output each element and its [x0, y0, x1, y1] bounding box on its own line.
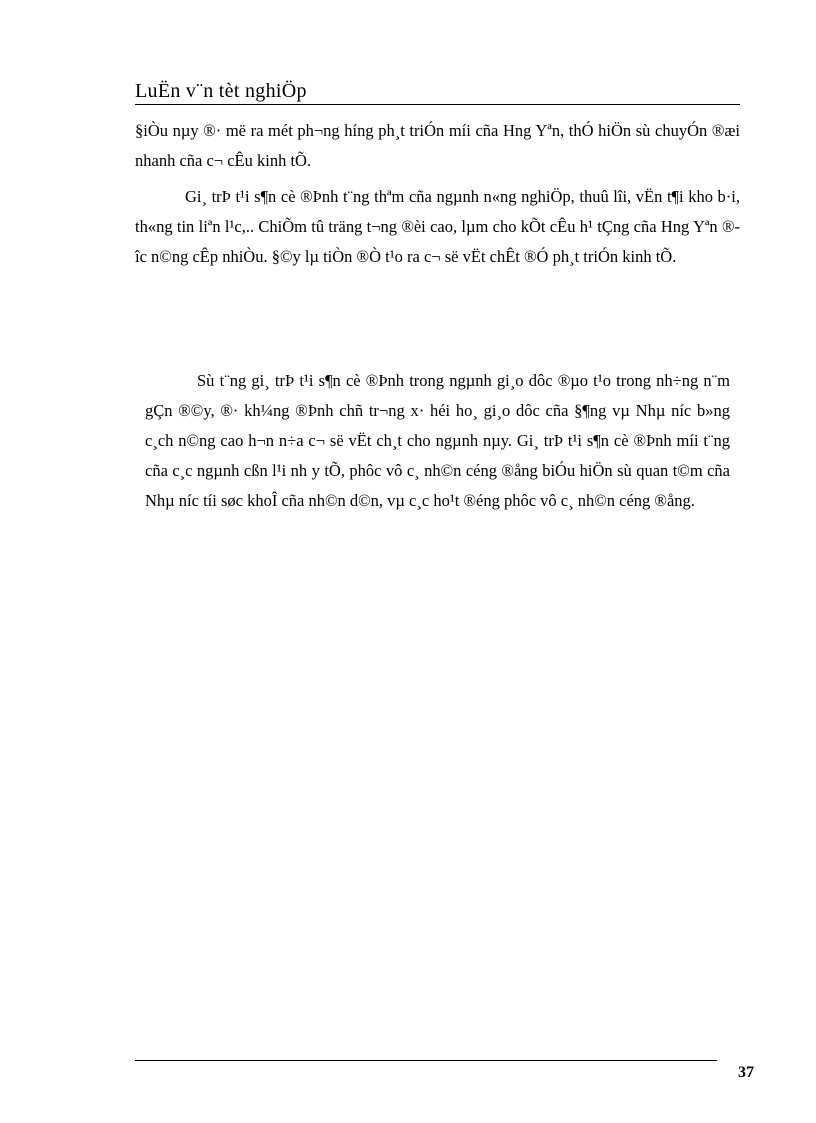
running-header-title: LuËn v¨n tèt nghiÖp — [135, 80, 307, 102]
footer-divider — [135, 1060, 717, 1061]
body-text-block-1 — [135, 116, 740, 272]
paragraph-3: Sù t¨ng gi¸ trÞ t¹i s¶n cè ®Þnh trong ngµnh gi¸o dôc ®µo t¹o trong nh÷ng n¨m gÇn ®©y, ®· kh¼ng ®Þnh chñ tr¬ng x· héi ho¸ gi¸o dôc cña §¶ng vµ Nhµ níc b»ng c¸ch n©ng cao h¬n n÷a c¬ së vËt ch¸t cho ngµnh nµy. Gi¸ trÞ t¹i s¶n cè ®Þnh míi t¨ng cña c¸c ngµnh cßn l¹i nh y tÕ, phôc vô c¸ nh©n céng ®ång biÓu hiÖn sù quan t©m cña Nhµ níc tíi søc khoÎ cña nh©n d©n, vµ c¸c ho¹t ®éng phôc vô c¸ nh©n céng ®ång. — [145, 371, 730, 510]
paragraph-2: Gi¸ trÞ t¹i s¶n cè ®Þnh t¨ng thªm cña ngµnh n«ng nghiÖp, thuû lîi, vËn t¶i kho b·i, th«ng tin liªn l¹c,.. ChiÕm tû träng t¬ng ®èi cao, lµm cho kÕt cÊu h¹ tÇng cña Hng Yªn ®îc n©ng cÊp nhiÒu. §©y lµ tiÒn ®Ò t¹o ra c¬ së vËt chÊt ®Ó ph¸t triÓn kinh tÕ. — [135, 187, 740, 266]
page-number: 37 — [738, 1064, 754, 1081]
paragraph-1: §iÒu nµy ®· më ra mét ph¬ng híng ph¸t triÓn míi cña Hng Yªn, thÓ hiÖn sù chuyÓn ®æi nhanh cña c¬ cÊu kinh tÕ. — [135, 121, 740, 170]
header-divider — [135, 104, 740, 105]
body-text-block-2 — [145, 366, 730, 516]
